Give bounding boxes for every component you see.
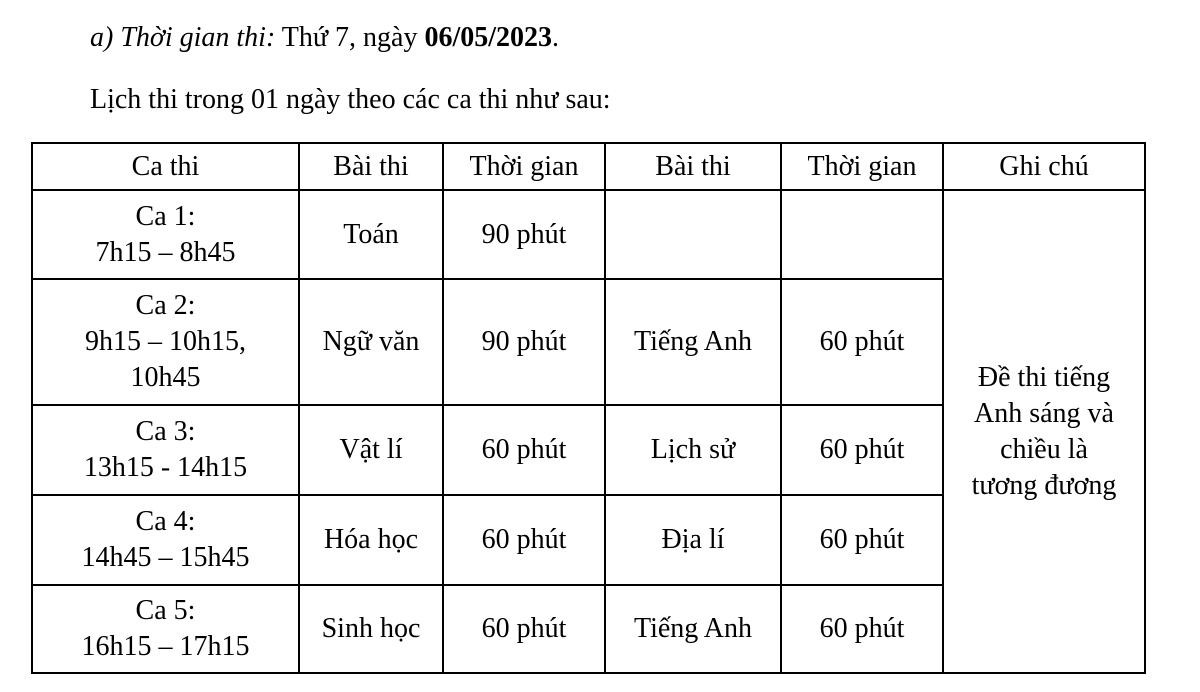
time-1-cell: 60 phút bbox=[443, 495, 605, 585]
exam-time-line bbox=[90, 18, 559, 58]
session-cell bbox=[32, 585, 299, 673]
note-line: Đề thi tiếng bbox=[977, 361, 1111, 393]
session-cell bbox=[32, 279, 299, 405]
exam-2-cell bbox=[605, 190, 781, 279]
table-row bbox=[32, 190, 1145, 279]
session-time: 16h15 – 17h15 bbox=[81, 631, 250, 662]
time-2-cell: 60 phút bbox=[781, 495, 943, 585]
session-cell bbox=[32, 405, 299, 495]
schedule-intro: Lịch thi trong 01 ngày theo các ca thi như sau: bbox=[90, 84, 611, 115]
session-time: 9h15 – 10h15, bbox=[85, 326, 246, 357]
note-cell bbox=[943, 190, 1145, 673]
note-line: chiều là bbox=[1000, 433, 1088, 465]
note-line: Anh sáng và bbox=[974, 397, 1114, 429]
exam-schedule-table bbox=[31, 142, 1146, 674]
time-2-cell bbox=[781, 190, 943, 279]
session-name: Ca 2: bbox=[135, 290, 196, 321]
exam-2-cell: Tiếng Anh bbox=[605, 279, 781, 405]
exam-date-prefix: Thứ 7, ngày bbox=[275, 22, 425, 53]
session-time-extra: 10h45 bbox=[130, 362, 201, 393]
session-name: Ca 4: bbox=[135, 506, 196, 537]
exam-2-cell: Lịch sử bbox=[605, 405, 781, 495]
table-header-row bbox=[32, 143, 1145, 190]
exam-1-cell: Hóa học bbox=[299, 495, 443, 585]
time-1-cell: 60 phút bbox=[443, 405, 605, 495]
time-2-cell: 60 phút bbox=[781, 585, 943, 673]
session-cell bbox=[32, 190, 299, 279]
exam-2-cell: Địa lí bbox=[605, 495, 781, 585]
session-name: Ca 3: bbox=[135, 416, 196, 447]
time-2-cell: 60 phút bbox=[781, 405, 943, 495]
session-time: 7h15 – 8h45 bbox=[95, 236, 236, 268]
session-name: Ca 1: bbox=[135, 200, 196, 232]
time-1-cell: 90 phút bbox=[443, 279, 605, 405]
header-note: Ghi chú bbox=[943, 143, 1145, 190]
session-time: 13h15 - 14h15 bbox=[83, 452, 248, 483]
header-time-1: Thời gian bbox=[443, 143, 605, 190]
header-session: Ca thi bbox=[32, 143, 299, 190]
time-2-cell: 60 phút bbox=[781, 279, 943, 405]
header-exam-1: Bài thi bbox=[299, 143, 443, 190]
exam-1-cell: Vật lí bbox=[299, 405, 443, 495]
time-1-cell: 90 phút bbox=[443, 190, 605, 279]
note-line: tương đương bbox=[971, 469, 1117, 501]
exam-date: 06/05/2023 bbox=[424, 22, 553, 53]
exam-date-suffix: . bbox=[552, 22, 560, 53]
session-time: 14h45 – 15h45 bbox=[81, 542, 250, 573]
exam-2-cell: Tiếng Anh bbox=[605, 585, 781, 673]
exam-1-cell: Ngữ văn bbox=[299, 279, 443, 405]
exam-time-label: a) Thời gian thi: bbox=[90, 22, 276, 53]
header-exam-2: Bài thi bbox=[605, 143, 781, 190]
header-time-2: Thời gian bbox=[781, 143, 943, 190]
exam-1-cell: Toán bbox=[299, 190, 443, 279]
session-name: Ca 5: bbox=[135, 595, 196, 626]
time-1-cell: 60 phút bbox=[443, 585, 605, 673]
session-cell bbox=[32, 495, 299, 585]
exam-1-cell: Sinh học bbox=[299, 585, 443, 673]
